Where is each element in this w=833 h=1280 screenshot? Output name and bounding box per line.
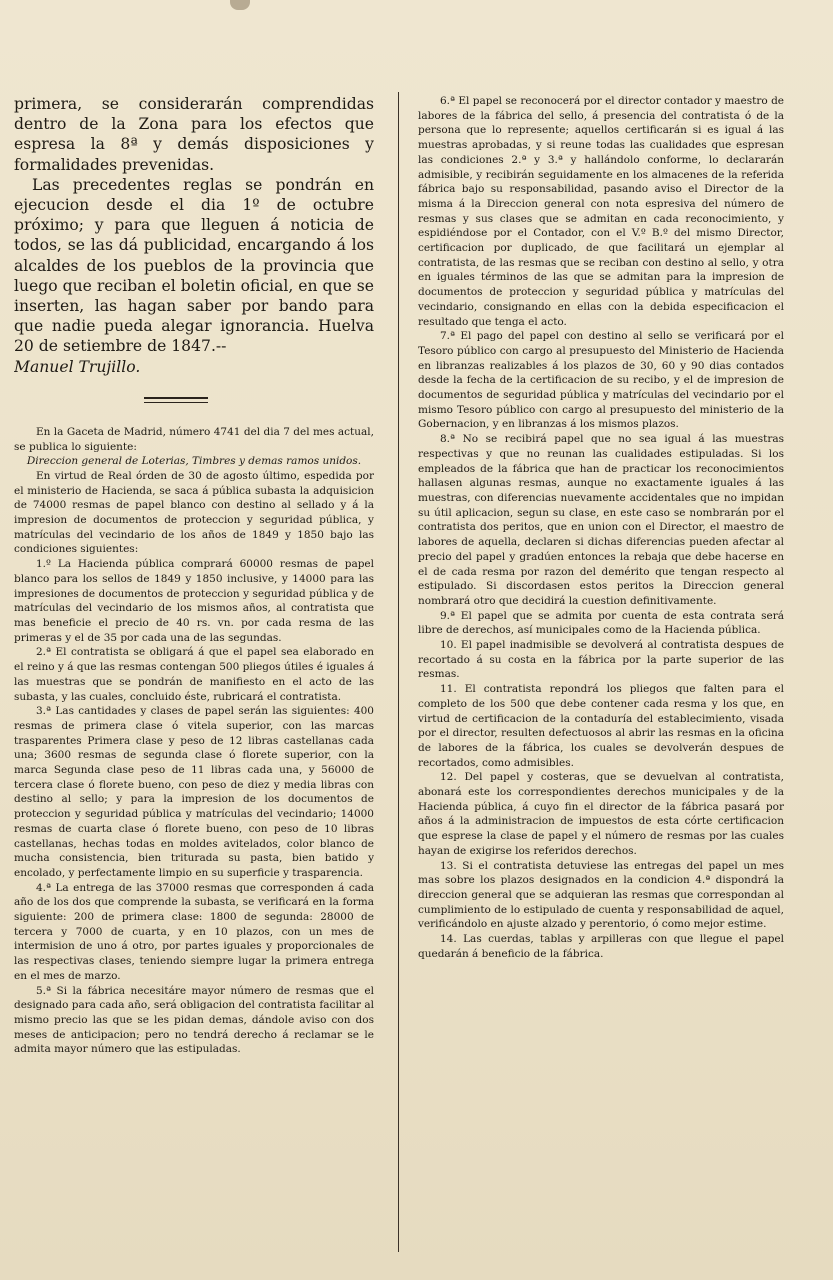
condition-6: 6.ª El papel se reconocerá por el director contador y maestro de labores de la fábrica del sello, á presencia del contratista ó de la persona que lo represente; aquellos certificarán si es igual á las muestras aprobadas, y si reune todas las cualidades que espresan las condiciones 2.ª y 3.ª y hallándolo conforme, lo declararán admisible, y recibirán seguidamente en los almacenes de la referida fábrica bajo su responsabilidad, pasando aviso el Director de la misma á la Direccion general con nota espresiva del número de resmas y sus clases que se admitan en cada reconocimiento, y espidiéndose por el Contador, con el V.º B.º del mismo Director, certificacion por duplicado, de que facilitará un ejemplar al contratista, de las resmas que se reciban con destino al sello, y otra en iguales términos de las que se admitan para la impresion de documentos de proteccion y seguridad pública y matrículas del vecindario, consignando en ellas con la debida especificacion el resultado que tenga el acto. xyxy=(418,95,784,328)
condition-4: 4.ª La entrega de las 37000 resmas que corresponden á cada año de los dos que comprende la subasta, se verificará en la forma siguiente: 200 de primera clase: 1800 de segunda: 28000 de tercera y 7000 de cuarta, y en 10 plazos, con un mes de intermision de uno á otro, por partes iguales y proporcionales de las respectivas clases, teniendo siempre lugar la primera entrega en el mes de marzo. xyxy=(14,881,374,982)
condition-11: 11. El contratista repondrá los pliegos que falten para el completo de los 500 que debe contener cada resma y los que, en virtud de certificacion de la contaduría del establecimiento, visada por el director, resulten defectuosos al abrir las resmas en la oficina de labores de la fábrica, los cuales se devolverán despues de recortados, como admisibles. xyxy=(418,683,784,769)
left-paragraph-2: Las precedentes reglas se pondrán en ejecucion desde el dia 1º de octubre próximo; y para que lleguen á noticia de todos, se las dá publicidad, encargando á los alcaldes de los pueblos de la provincia que luego que reciban el boletin oficial, en que se inserten, las hagan saber por bando para que nadie pueda alegar ignorancia. Huelva 20 de setiembre de 1847.-- xyxy=(14,175,374,356)
paper-stain xyxy=(230,0,250,10)
column-divider xyxy=(398,92,399,1252)
right-column xyxy=(418,94,784,1280)
condition-7: 7.ª El pago del papel con destino al sello se verificará por el Tesoro público con cargo al presupuesto del Ministerio de Hacienda en libranzas realizables á los plazos de 30, 60 y 90 dias contados desde la fecha de la certificacion de su recibo, y el de impresion de documentos de seguridad pública y matrículas del vecindario por el mismo Tesoro público con cargo al presupuesto del ministerio de la Gobernacion, y en libranzas á los mismos plazos. xyxy=(418,330,784,431)
left-paragraph-1: primera, se considerarán comprendidas dentro de la Zona para los efectos que espresa la 8ª y demás disposiciones y formalidades prevenidas. xyxy=(14,95,374,174)
signature: Manuel Trujillo. xyxy=(14,357,141,376)
condition-1: 1.º La Hacienda pública comprará 60000 resmas de papel blanco para los sellos de 1849 y 1850 inclusive, y 14000 para las impresiones de documentos de proteccion y seguridad pública y de matrículas del vecindario de los mismos años, al contratista que mas beneficie el precio de 40 rs. vn. por cada resma de las primeras y el de 35 por cada una de las segundas. xyxy=(14,558,374,644)
condition-13: 13. Si el contratista detuviese las entregas del papel un mes mas sobre los plazos designados en la condicion 4.ª dispondrá la direccion general que se adquieran las resmas que correspondan al cumplimiento de lo estipulado de cuenta y responsabilidad de aquel, verificándolo en ajuste alzado y perentorio, ó como mejor estime. xyxy=(418,859,784,931)
section-heading: Direccion general de Loterias, Timbres y demas ramos unidos. xyxy=(26,455,362,468)
condition-9: 9.ª El papel que se admita por cuenta de esta contrata será libre de derechos, así municipales como de la Hacienda pública. xyxy=(418,609,784,637)
condition-2: 2.ª El contratista se obligará á que el papel sea elaborado en el reino y á que las resmas contengan 500 pliegos útiles é iguales á las muestras que se pondrán de manifiesto en el acto de las subasta, y las cuales, concluido éste, rubricará el contratista. xyxy=(14,646,374,703)
condition-10: 10. El papel inadmisible se devolverá al contratista despues de recortado á su costa en la fábrica por la parte superior de las resmas. xyxy=(418,639,784,681)
left-column xyxy=(14,94,374,1280)
section-separator xyxy=(144,397,208,403)
condition-14: 14. Las cuerdas, tablas y arpilleras con que llegue el papel quedarán á beneficio de la fábrica. xyxy=(418,933,784,960)
gaceta-notice: En la Gaceta de Madrid, número 4741 del dia 7 del mes actual, se publica lo siguiente: xyxy=(14,425,374,453)
condition-12: 12. Del papel y costeras, que se devuelvan al contratista, abonará este los correspondientes derechos municipales y de la Hacienda pública, á cuyo fin el director de la fábrica pasará por años á la administracion de impuestos de esta córte certificacion que esprese la clase de papel y el número de resmas por las cuales hayan de exigirse los referidos derechos. xyxy=(418,771,784,857)
auction-intro: En virtud de Real órden de 30 de agosto último, espedida por el ministerio de Hacienda, se saca á pública subasta la adquisicion de 74000 resmas de papel blanco con destino al sellado y á la impresion de documentos de proteccion y seguridad pública, y matrículas del vecindario de los años de 1849 y 1850 bajo las condiciones siguientes: xyxy=(14,469,374,556)
condition-8: 8.ª No se recibirá papel que no sea igual á las muestras respectivas y que no reunan las cualidades estipuladas. Si los empleados de la fábrica que han de practicar los reconocimientos hallasen algunas resmas, aunque no exactamente iguales á las muestras, con diferencias nuevamente accidentales que no impidan su útil aplicacion, segun su clase, en este caso se nombrarán por el contratista dos peritos, que en union con el Director, el maestro de labores de aquella, declaren si dichas diferencias pueden afectar al precio del papel y gradúen entonces la rebaja que debe hacerse en el de cada resma por razon del demérito que tengan respecto al estipulado. Si discordasen estos peritos la Direccion general nombrará otro que decidirá la cuestion definitivamente. xyxy=(418,433,784,607)
condition-3: 3.ª Las cantidades y clases de papel serán las siguientes: 400 resmas de primera clase ó vitela superior, con las marcas trasparentes Primera clase y peso de 12 libras castellanas cada una; 3600 resmas de segunda clase ó florete superior, con la marca Segunda clase peso de 11 libras cada una, y 56000 de tercera clase ó florete bueno, con peso de diez y media libras con destino al sello; y para la impresion de los documentos de proteccion y seguridad pública y matrículas del vecindario; 14000 resmas de cuarta clase ó florete bueno, con peso de 10 libras castellanas, hechas todas en moldes avitelados, color blanco de mucha consistencia, bien triturada su pasta, bien batido y encolado, y perfectamente limpio en su superficie y trasparencia. xyxy=(14,705,374,879)
condition-5: 5.ª Si la fábrica necesitáre mayor número de resmas que el designado para cada año, será obligacion del contratista facilitar al mismo precio las que se les pidan demas, dándole aviso con dos meses de anticipacion; pero no tendrá derecho á reclamar se le admita mayor número que las estipuladas. xyxy=(14,984,374,1056)
